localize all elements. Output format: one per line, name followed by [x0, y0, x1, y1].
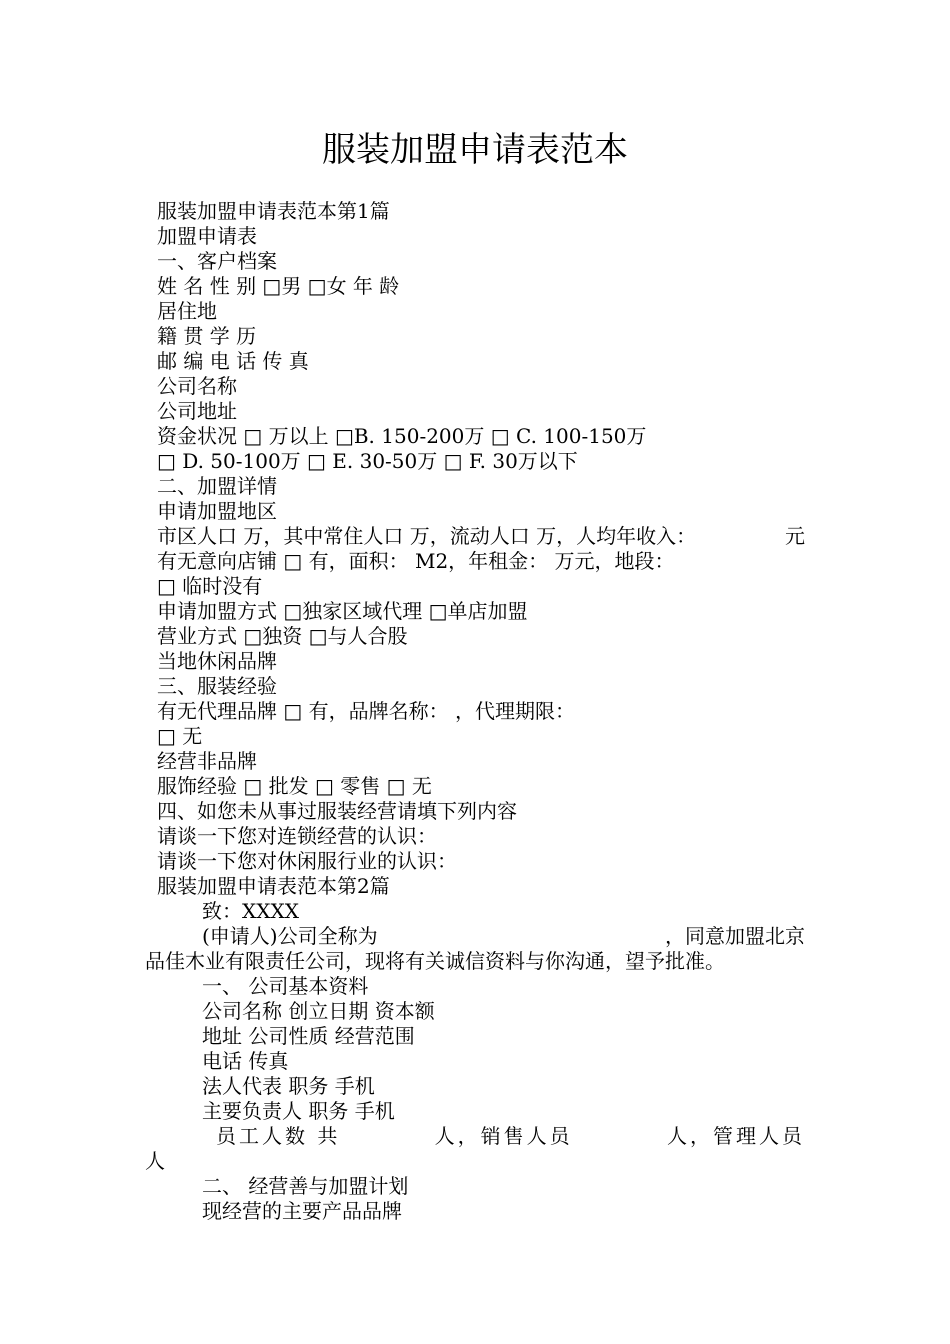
row-main-principal: 主要负责人 职务 手机	[202, 1099, 395, 1123]
row-company-address: 公司地址	[157, 399, 237, 423]
row-chain-understanding: 请谈一下您对连锁经营的认识：	[157, 824, 437, 848]
row-casual-understanding: 请谈一下您对休闲服行业的认识：	[157, 849, 457, 873]
row-business-mode: 营业方式 □独资 □与人合股	[157, 624, 408, 648]
row-staff-count	[202, 1124, 805, 1149]
row-address-nature-scope: 地址 公司性质 经营范围	[202, 1024, 415, 1048]
applicant-text: (申请人)公司全称为	[202, 924, 378, 948]
staff-total: 员工人数 共	[216, 1124, 341, 1148]
section-heading-part2: 服装加盟申请表范本第2篇	[157, 874, 390, 898]
row-applied-region: 申请加盟地区	[157, 499, 277, 523]
agree-text: ，同意加盟北京	[665, 924, 805, 948]
row-capital-status-cont: □ D. 50-100万 □ E. 30-50万 □ F. 30万以下	[157, 449, 578, 473]
row-population-income	[157, 524, 805, 549]
row-company-name: 公司名称	[157, 374, 237, 398]
row-company-founded-capital: 公司名称 创立日期 资本额	[202, 999, 435, 1023]
section-customer-profile: 一、客户档案	[157, 249, 277, 273]
row-capital-status: 资金状况 □ 万以上 □B. 150-200万 □ C. 100-150万	[157, 424, 647, 448]
row-legal-rep: 法人代表 职务 手机	[202, 1074, 375, 1098]
section-business-plan: 二、 经营善与加盟计划	[202, 1174, 409, 1198]
letter-body-cont: 品佳木业有限责任公司，现将有关诚信资料与你沟通，望予批准。	[145, 949, 725, 973]
row-apparel-experience: 服饰经验 □ 批发 □ 零售 □ 无	[157, 774, 432, 798]
section-franchise-details: 二、加盟详情	[157, 474, 277, 498]
letter-applicant-line	[202, 924, 805, 949]
row-postcode-phone-fax: 邮 编 电 话 传 真	[157, 349, 309, 373]
section-apparel-experience: 三、服装经验	[157, 674, 277, 698]
row-name-gender-age: 姓 名 性 别 □男 □女 年 龄	[157, 274, 400, 298]
population-text: 市区人口 万，其中常住人口 万，流动人口 万，人均年收入：	[157, 524, 697, 548]
section-new-to-apparel: 四、如您未从事过服装经营请填下列内容	[157, 799, 517, 823]
section-heading-part1: 服装加盟申请表范本第1篇	[157, 199, 390, 223]
row-origin-education: 籍 贯 学 历	[157, 324, 257, 348]
row-franchise-mode: 申请加盟方式 □独家区域代理 □单店加盟	[157, 599, 528, 623]
letter-recipient: 致：XXXX	[202, 899, 299, 923]
row-agency-brand: 有无代理品牌 □ 有，品牌名称： ，代理期限：	[157, 699, 575, 723]
row-agency-none: □ 无	[157, 724, 203, 748]
staff-sales: 人，销售人员	[434, 1124, 573, 1148]
row-local-brands: 当地休闲品牌	[157, 649, 277, 673]
staff-management: 人，管理人员	[666, 1124, 805, 1148]
document-title: 服装加盟申请表范本	[322, 130, 628, 170]
currency-unit: 元	[785, 524, 805, 548]
row-residence: 居住地	[157, 299, 217, 323]
row-non-brand: 经营非品牌	[157, 749, 257, 773]
row-no-store: □ 临时没有	[157, 574, 263, 598]
row-staff-count-cont: 人	[145, 1149, 165, 1173]
row-intended-store: 有无意向店铺 □ 有，面积： M2，年租金： 万元，地段：	[157, 549, 675, 573]
form-title: 加盟申请表	[157, 224, 257, 248]
row-phone-fax: 电话 传真	[202, 1049, 289, 1073]
row-main-products: 现经营的主要产品品牌	[202, 1199, 402, 1223]
section-company-basic-info: 一、 公司基本资料	[202, 974, 369, 998]
